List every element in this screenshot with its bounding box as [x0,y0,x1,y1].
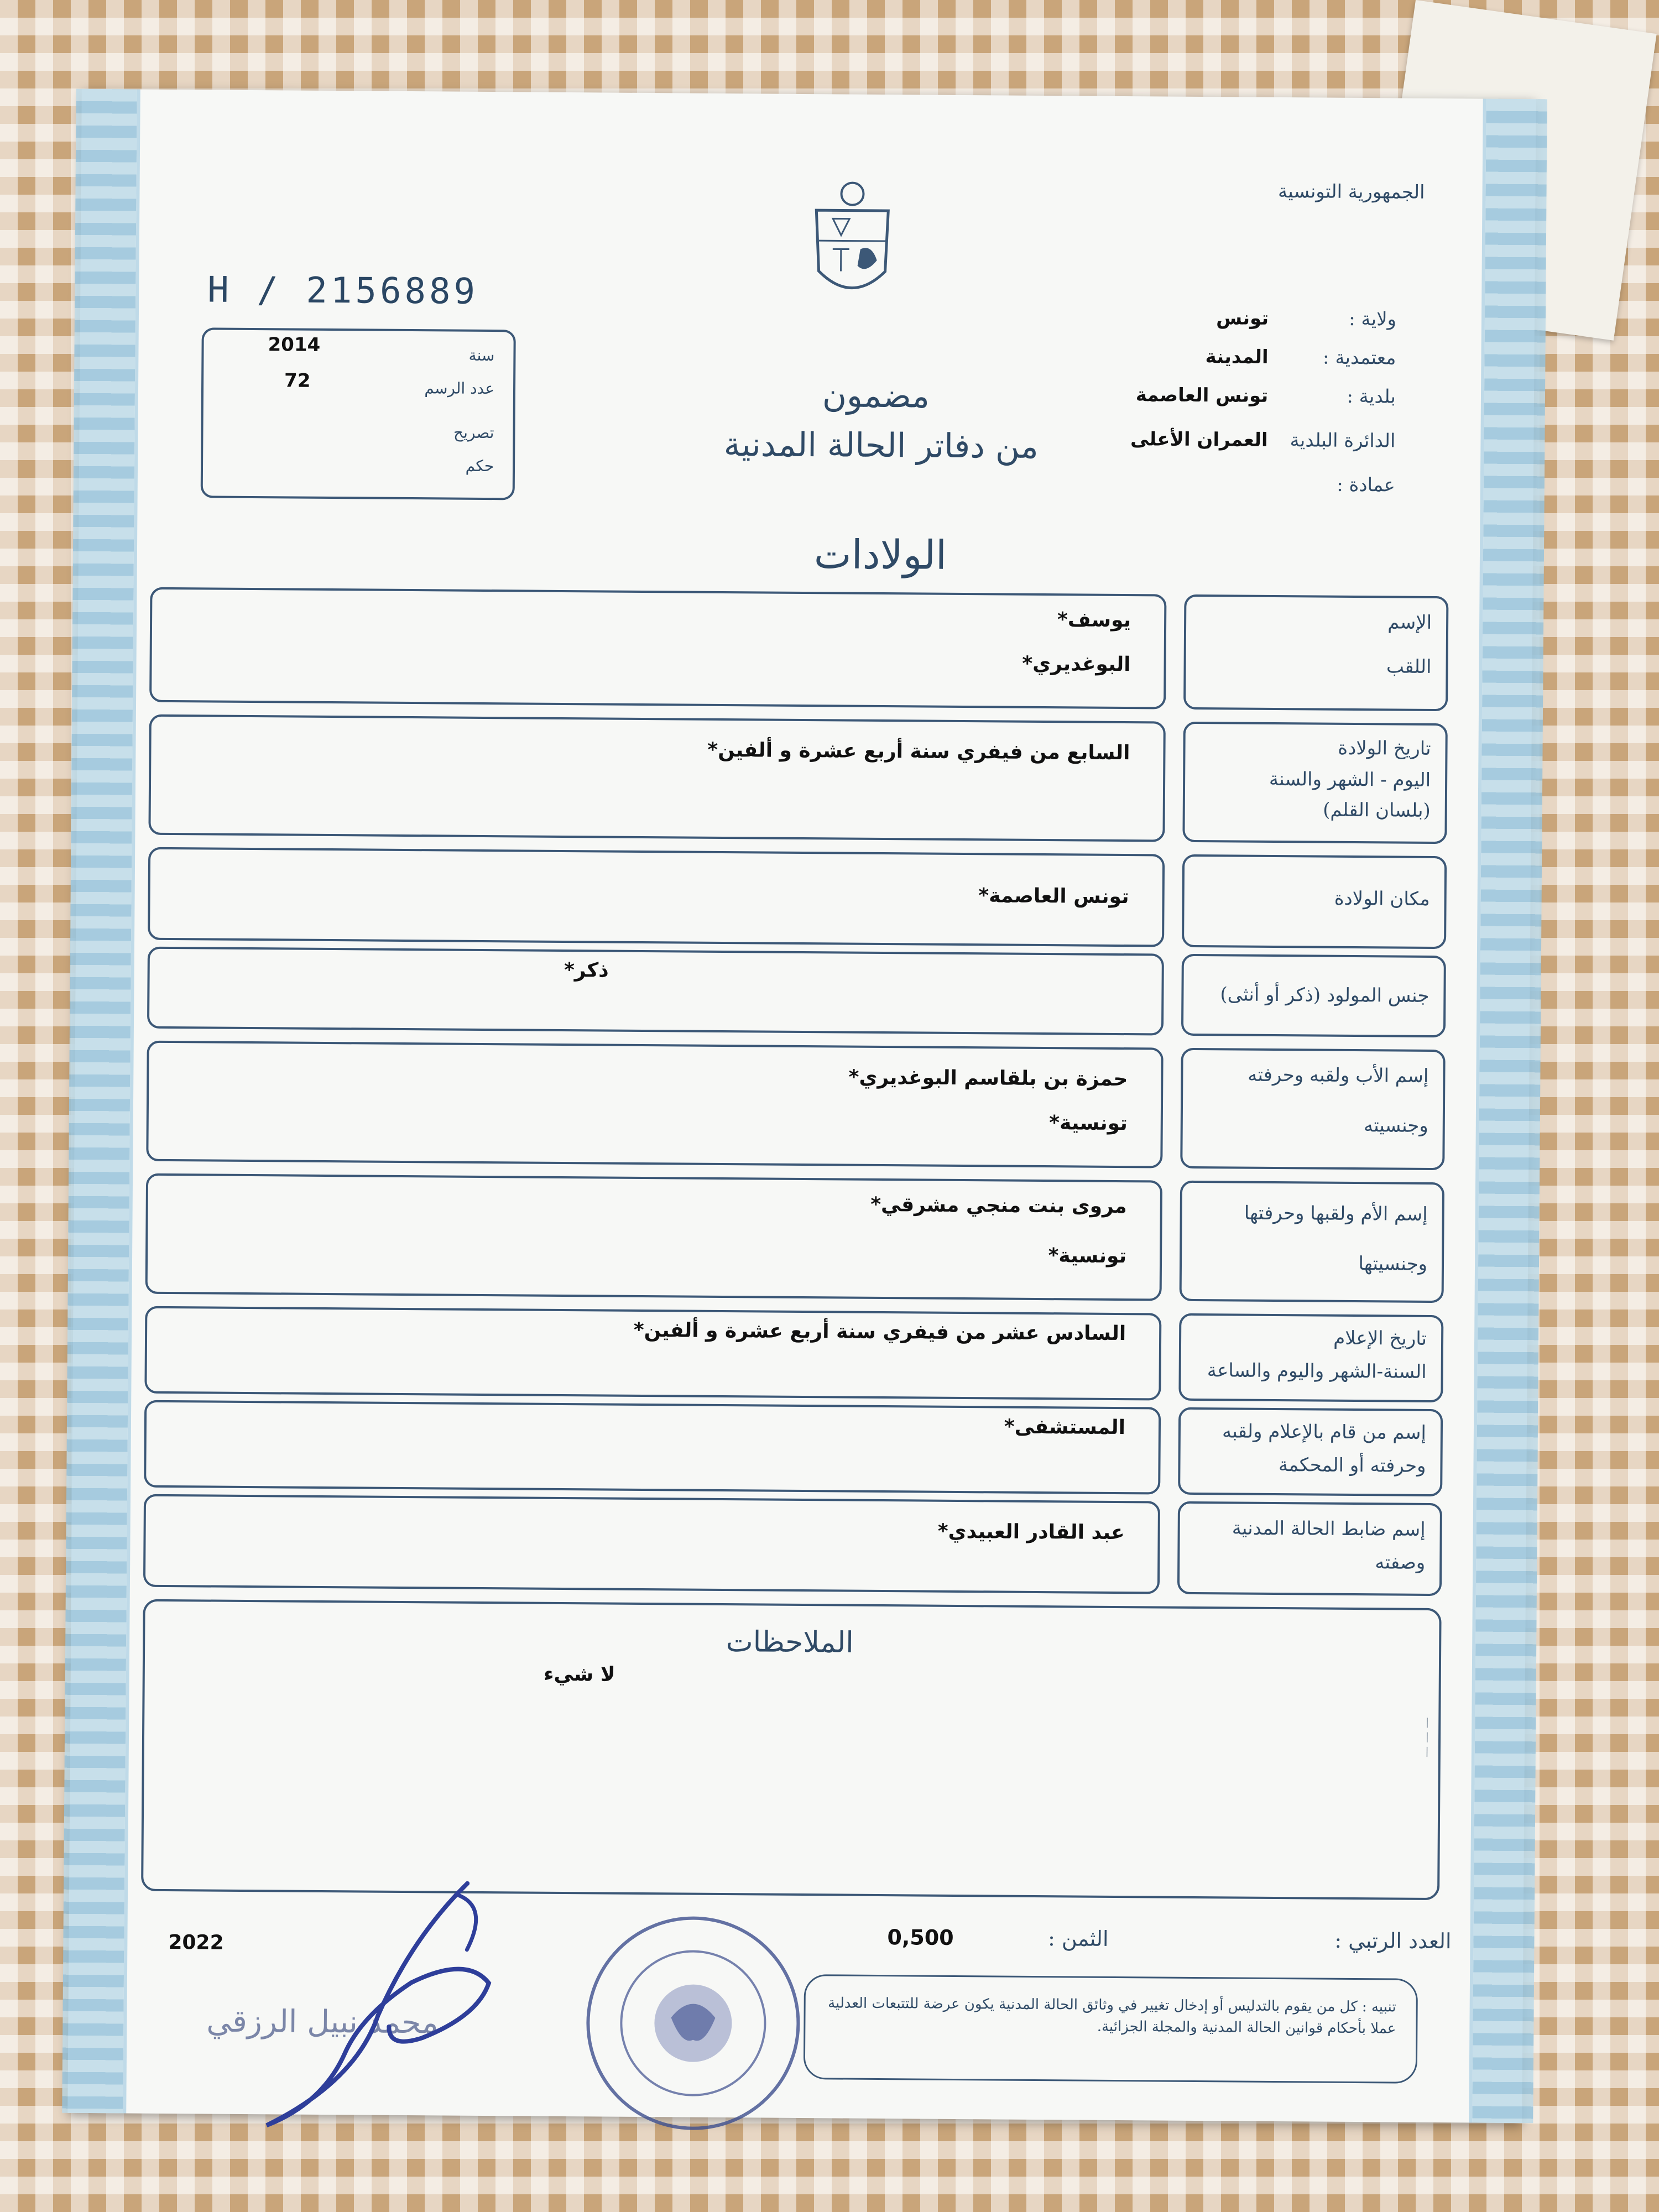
decorative-border-right [1469,99,1547,2124]
label-birth-date-format: اليوم - الشهر والسنة [1269,768,1431,791]
label-birth-place: مكان الولادة [1334,887,1430,910]
label-sex: جنس المولود (ذكر أو أنثى) [1220,983,1430,1007]
field-label-box-name [1183,594,1448,711]
field-value-box-sex [147,947,1164,1036]
baladia-label: بلدية : [1347,385,1396,408]
field-label-box-mother [1180,1181,1445,1303]
value-sex: ذكر* [564,958,609,982]
official-stamp-icon [576,1906,810,2140]
birth-certificate-document [67,89,1536,2123]
reference-label-judgment: حكم [465,456,494,476]
label-declaration-date-format: السنة-الشهر واليوم والساعة [1207,1359,1427,1383]
field-value-box-declarant [144,1400,1161,1495]
field-value-box-birth-date [148,714,1165,842]
motamadia-label: معتمدية : [1322,346,1396,369]
label-mother-nationality: وجنسيتها [1358,1253,1428,1275]
price-value: 0,500 [887,1925,954,1950]
label-father: إسم الأب ولقبه وحرفته [1248,1063,1429,1087]
signature-name: محمد نبيل الرزقي [206,2003,439,2041]
value-last-name: البوغديري* [1022,652,1131,676]
field-label-box-declaration-date [1178,1313,1443,1402]
imada-label: عمادة : [1337,473,1396,497]
legal-notice: تنبيه : كل من يقوم بالتدليس أو إدخال تغيير في وثائق الحالة المدنية يكون عرضة للتتبعات العدلية عملا بأحكام قوانين الحالة المدنية والمجلة الجزائية. [804,1974,1418,2084]
label-civil-officer: إسم ضابط الحالة المدنية [1232,1517,1426,1541]
field-label-box-father [1180,1048,1446,1170]
handwritten-signature-icon [178,1870,578,2138]
label-civil-officer-title: وصفته [1375,1551,1426,1574]
admin-baladia [998,383,1396,408]
title-civil-registers: من دفاتر الحالة المدنية [723,425,1039,466]
reference-label-year: سنة [468,346,495,365]
remarks-title: الملاحظات [726,1625,854,1660]
field-label-box-sex [1181,954,1446,1037]
reference-label-number: عدد الرسم [424,379,495,398]
field-value-box-declaration-date [144,1306,1161,1401]
daira-value: العمران الأعلى [1130,428,1268,451]
field-value-box-birth-place [148,847,1165,947]
wilaya-label: ولاية : [1349,307,1397,331]
motamadia-value: المدينة [1205,346,1269,368]
value-birth-place: تونس العاصمة* [978,884,1129,909]
value-father-nationality: تونسية* [1049,1112,1128,1135]
value-declaration-date: السادس عشر من فيفري سنة أربع عشرة و ألفين* [633,1318,1126,1345]
label-birth-date-note: (بلسان القلم) [1323,799,1431,822]
serial-number: H / 2156889 [207,269,479,312]
reference-label-correction: تصريح [453,423,494,442]
signature-year: 2022 [168,1931,224,1954]
field-value-box-father [146,1041,1163,1168]
label-declarant: إسم من قام بالإعلام ولقبه [1222,1420,1427,1444]
wilaya-value: تونس [1216,307,1269,330]
daira-label: الدائرة البلدية [1290,429,1396,452]
field-label-box-declarant [1178,1407,1443,1496]
field-label-box-birth-date [1182,722,1448,844]
field-label-box-birth-place [1182,854,1447,949]
admin-wilaya [998,305,1396,330]
republic-header: الجمهورية التونسية [1277,180,1425,204]
order-number-label: العدد الرتبي : [1334,1928,1452,1954]
field-label-box-civil-officer [1177,1501,1442,1596]
decorative-border-left [62,89,140,2114]
reference-year: 2014 [268,333,321,356]
title-births: الولادات [813,531,947,578]
value-declarant: المستشفى* [1004,1415,1126,1439]
value-mother-nationality: تونسية* [1048,1244,1127,1268]
label-birth-date: تاريخ الولادة [1338,737,1431,760]
label-mother: إسم الأم ولقبها وحرفتها [1244,1202,1428,1225]
value-birth-date: السابع من فيفري سنة أربع عشرة و ألفين* [707,738,1130,765]
label-declarant-profession: وحرفته أو المحكمة [1278,1454,1426,1477]
reference-number: 72 [284,369,311,392]
value-first-name: يوسف* [1057,608,1131,632]
title-extract: مضمون [822,376,930,416]
field-value-box-mother [145,1173,1162,1301]
remarks-value: لا شيء [543,1662,615,1686]
baladia-value: تونس العاصمة [1135,384,1269,407]
label-father-nationality: وجنسيته [1363,1114,1428,1137]
value-civil-officer: عبد القادر العبيدي* [937,1520,1125,1545]
value-mother: مروى بنت منجي مشرقي* [870,1193,1127,1218]
side-vertical-note: — — — [1419,1717,1433,1757]
value-father: حمزة بن بلقاسم البوغديري* [848,1066,1128,1091]
field-value-box-civil-officer [143,1494,1160,1594]
admin-motamadia [998,344,1396,369]
admin-imada [997,471,1395,496]
label-last-name: اللقب [1386,655,1432,678]
field-value-box-name [149,587,1166,709]
coat-of-arms-icon [794,177,911,310]
price-label: الثمن : [1047,1926,1109,1951]
label-first-name: الإسم [1387,611,1432,634]
label-declaration-date: تاريخ الإعلام [1333,1327,1427,1350]
